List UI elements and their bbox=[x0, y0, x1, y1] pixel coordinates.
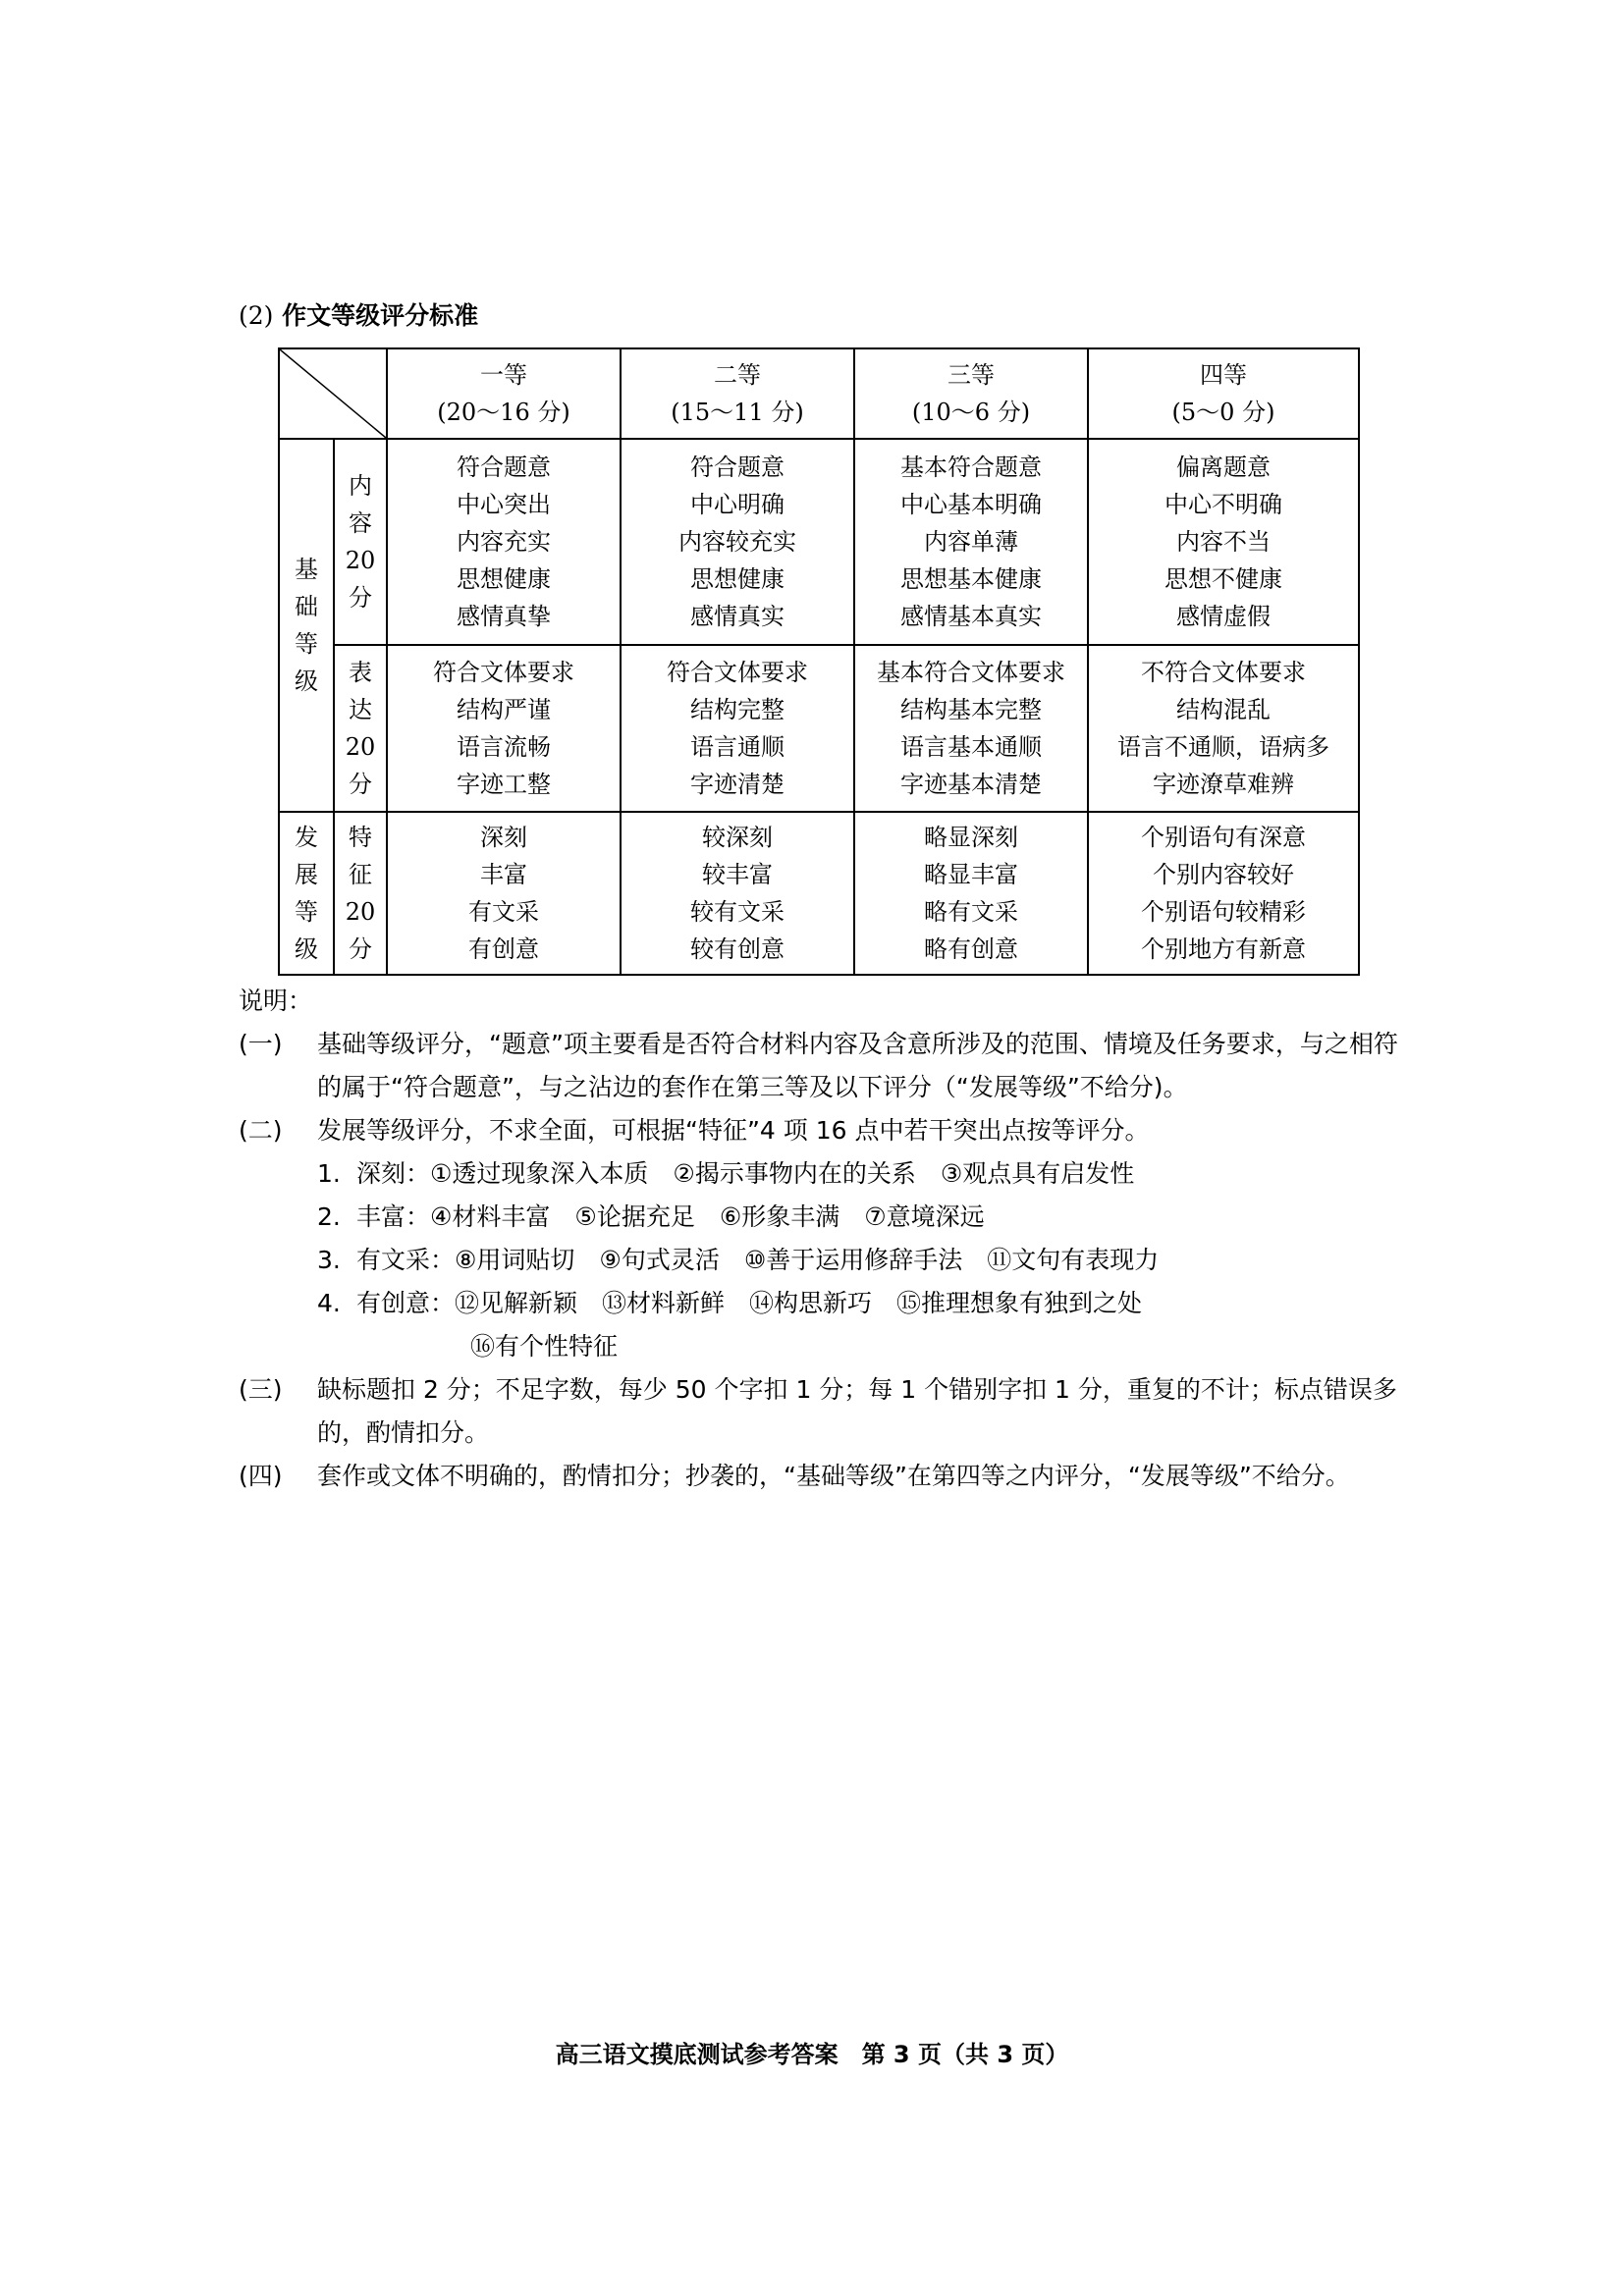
vertical-label-char: 级 bbox=[295, 667, 318, 695]
content-label bbox=[334, 439, 387, 645]
page-footer: 高三语文摸底测试参考答案 第 3 页（共 3 页） bbox=[555, 2041, 1069, 2068]
expression-label bbox=[334, 645, 387, 812]
vertical-label-char: 分 bbox=[349, 771, 372, 798]
feature-label bbox=[334, 812, 387, 975]
diagonal-corner-cell bbox=[279, 348, 387, 439]
vertical-label-char: 础 bbox=[295, 593, 318, 620]
expression-cell-grade-2: 符合文体要求 结构完整 语言通顺 字迹清楚 bbox=[621, 645, 854, 812]
grading-table bbox=[278, 347, 1360, 976]
note-item-1 bbox=[239, 1023, 1407, 1109]
notes-section bbox=[239, 980, 1407, 1498]
section-title-text: 作文等级评分标准 bbox=[282, 301, 479, 330]
content-cell-grade-3: 基本符合题意 中心基本明确 内容单薄 思想基本健康 感情基本真实 bbox=[854, 439, 1088, 645]
note-marker: (二) bbox=[239, 1116, 283, 1145]
feature-sub-item: 4. 有创意：⑫见解新颖 ⑬材料新鲜 ⑭构思新巧 ⑮推理想象有独到之处 bbox=[317, 1289, 1143, 1317]
content-row bbox=[279, 439, 1359, 645]
content-cell-grade-2: 符合题意 中心明确 内容较充实 思想健康 感情真实 bbox=[621, 439, 854, 645]
vertical-label-char: 20 bbox=[345, 898, 376, 926]
note-text: 发展等级评分，不求全面，可根据“特征”4 项 16 点中若干突出点按等评分。 bbox=[317, 1116, 1150, 1145]
section-title bbox=[239, 296, 478, 336]
feature-row bbox=[279, 812, 1359, 975]
vertical-label-char: 内 bbox=[349, 472, 372, 500]
vertical-label-char: 分 bbox=[349, 935, 372, 963]
note-marker: (三) bbox=[239, 1375, 283, 1404]
vertical-label-char: 达 bbox=[349, 696, 372, 723]
vertical-label-char: 展 bbox=[295, 861, 318, 888]
feature-sub-item: 3. 有文采：⑧用词贴切 ⑨句式灵活 ⑩善于运用修辞手法 ⑪文句有表现力 bbox=[317, 1246, 1160, 1274]
expression-cell-grade-1: 符合文体要求 结构严谨 语言流畅 字迹工整 bbox=[387, 645, 621, 812]
feature-sub-item: 2. 丰富：④材料丰富 ⑤论据充足 ⑥形象丰满 ⑦意境深远 bbox=[317, 1202, 985, 1231]
note-item-2 bbox=[239, 1109, 1407, 1152]
content-cell-grade-1: 符合题意 中心突出 内容充实 思想健康 感情真挚 bbox=[387, 439, 621, 645]
feature-cell-grade-3: 略显深刻 略显丰富 略有文采 略有创意 bbox=[854, 812, 1088, 975]
vertical-label-char: 征 bbox=[349, 861, 372, 888]
grade-header-3: 三等 (10～6 分) bbox=[854, 348, 1088, 439]
vertical-label-char: 级 bbox=[295, 935, 318, 963]
vertical-label-char: 表 bbox=[349, 659, 372, 686]
vertical-label-char: 等 bbox=[295, 630, 318, 658]
feature-cell-grade-1: 深刻 丰富 有文采 有创意 bbox=[387, 812, 621, 975]
grade-header-2: 二等 (15～11 分) bbox=[621, 348, 854, 439]
expression-row bbox=[279, 645, 1359, 812]
vertical-label-char: 分 bbox=[349, 584, 372, 612]
grade-header-4: 四等 (5～0 分) bbox=[1088, 348, 1359, 439]
expression-cell-grade-4: 不符合文体要求 结构混乱 语言不通顺，语病多 字迹潦草难辨 bbox=[1088, 645, 1359, 812]
note-marker: (一) bbox=[239, 1030, 283, 1058]
vertical-label-char: 特 bbox=[349, 824, 372, 851]
feature-sub-item: 1. 深刻：①透过现象深入本质 ②揭示事物内在的关系 ③观点具有启发性 bbox=[317, 1159, 1135, 1188]
vertical-label-char: 基 bbox=[295, 556, 318, 583]
note-item-4 bbox=[239, 1455, 1407, 1498]
vertical-label-char: 20 bbox=[345, 733, 376, 761]
grade-header-row bbox=[279, 348, 1359, 439]
vertical-label-char: 20 bbox=[345, 547, 376, 574]
grade-header-1: 一等 (20～16 分) bbox=[387, 348, 621, 439]
note-marker: (四) bbox=[239, 1462, 283, 1490]
dev-level-label bbox=[279, 812, 334, 975]
note-text: 套作或文体不明确的，酌情扣分；抄袭的，“基础等级”在第四等之内评分，“发展等级”不给分。 bbox=[317, 1462, 1350, 1490]
note-text: 缺标题扣 2 分；不足字数，每少 50 个字扣 1 分；每 1 个错别字扣 1 分，重复的不计；标点错误多的，酌情扣分。 bbox=[317, 1375, 1397, 1447]
feature-cell-grade-2: 较深刻 较丰富 较有文采 较有创意 bbox=[621, 812, 854, 975]
vertical-label-char: 等 bbox=[295, 898, 318, 926]
section-number: (2) bbox=[239, 301, 274, 330]
basic-level-label bbox=[279, 439, 334, 812]
expression-cell-grade-3: 基本符合文体要求 结构基本完整 语言基本通顺 字迹基本清楚 bbox=[854, 645, 1088, 812]
note-item-3 bbox=[239, 1368, 1407, 1455]
vertical-label-char: 容 bbox=[349, 509, 372, 537]
note-text: 基础等级评分，“题意”项主要看是否符合材料内容及含意所涉及的范围、情境及任务要求，与之相符的属于“符合题意”，与之沾边的套作在第三等及以下评分（“发展等级”不给分)。 bbox=[317, 1030, 1398, 1101]
content-cell-grade-4: 偏离题意 中心不明确 内容不当 思想不健康 感情虚假 bbox=[1088, 439, 1359, 645]
vertical-label-char: 发 bbox=[295, 824, 318, 851]
feature-cell-grade-4: 个别语句有深意 个别内容较好 个别语句较精彩 个别地方有新意 bbox=[1088, 812, 1359, 975]
notes-heading: 说明： bbox=[239, 987, 313, 1015]
feature-sub-item-continuation: ⑯有个性特征 bbox=[470, 1332, 619, 1361]
